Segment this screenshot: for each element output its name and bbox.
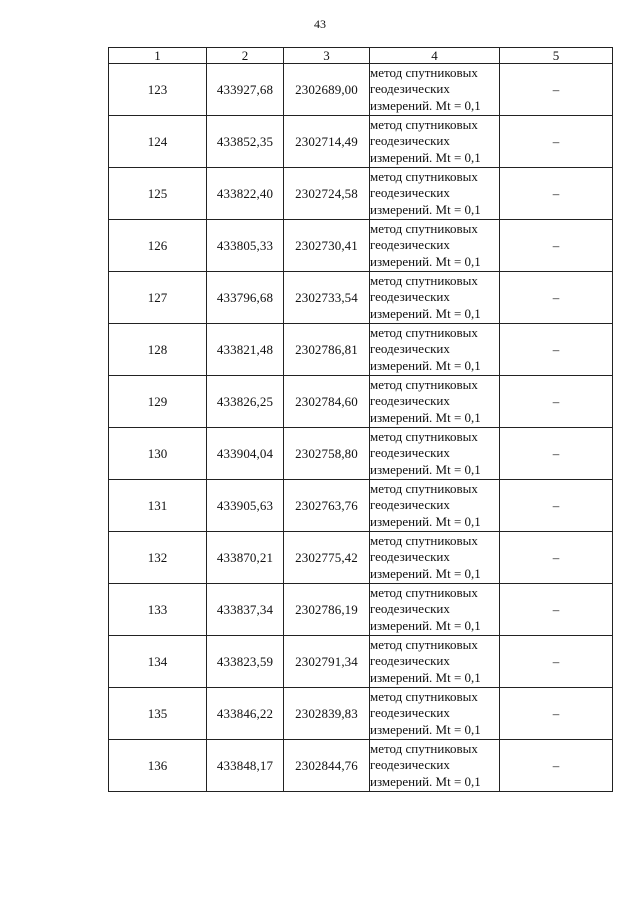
- table-row: [109, 168, 613, 220]
- method-text-line: метод спутниковых: [370, 584, 478, 600]
- y-coordinate-cell: 2302733,54: [284, 272, 370, 324]
- y-coordinate-cell: 2302689,00: [284, 64, 370, 116]
- method-text-line: геодезических: [370, 341, 450, 357]
- point-number-cell: 133: [109, 584, 207, 636]
- note-cell: –: [500, 740, 613, 792]
- y-coordinate-cell: 2302714,49: [284, 116, 370, 168]
- method-text-line: измерений. Mt = 0,1: [370, 617, 481, 633]
- table-row: [109, 740, 613, 792]
- method-text-line: метод спутниковых: [370, 220, 478, 236]
- note-cell: –: [500, 376, 613, 428]
- y-coordinate-cell: 2302786,81: [284, 324, 370, 376]
- method-cell: [370, 220, 500, 272]
- method-text-line: измерений. Mt = 0,1: [370, 721, 481, 737]
- method-text-line: метод спутниковых: [370, 740, 478, 756]
- column-header-2: 2: [207, 48, 284, 64]
- method-text-line: метод спутниковых: [370, 272, 478, 288]
- coordinates-table: [108, 47, 613, 792]
- method-text-line: геодезических: [370, 81, 450, 97]
- x-coordinate-cell: 433848,17: [207, 740, 284, 792]
- table-header-row: [109, 48, 613, 64]
- note-cell: –: [500, 220, 613, 272]
- method-text-line: геодезических: [370, 497, 450, 513]
- x-coordinate-cell: 433905,63: [207, 480, 284, 532]
- method-text-line: геодезических: [370, 653, 450, 669]
- method-text-line: измерений. Mt = 0,1: [370, 409, 481, 425]
- x-coordinate-cell: 433823,59: [207, 636, 284, 688]
- table-row: [109, 532, 613, 584]
- method-text-line: геодезических: [370, 757, 450, 773]
- x-coordinate-cell: 433852,35: [207, 116, 284, 168]
- method-cell: [370, 272, 500, 324]
- column-header-1: 1: [109, 48, 207, 64]
- x-coordinate-cell: 433822,40: [207, 168, 284, 220]
- point-number-cell: 135: [109, 688, 207, 740]
- method-text-line: измерений. Mt = 0,1: [370, 149, 481, 165]
- point-number-cell: 128: [109, 324, 207, 376]
- method-text-line: геодезических: [370, 185, 450, 201]
- method-text-line: метод спутниковых: [370, 116, 478, 132]
- point-number-cell: 132: [109, 532, 207, 584]
- point-number-cell: 136: [109, 740, 207, 792]
- y-coordinate-cell: 2302758,80: [284, 428, 370, 480]
- column-header-5: 5: [500, 48, 613, 64]
- y-coordinate-cell: 2302775,42: [284, 532, 370, 584]
- point-number-cell: 125: [109, 168, 207, 220]
- point-number-cell: 131: [109, 480, 207, 532]
- method-text-line: измерений. Mt = 0,1: [370, 357, 481, 373]
- x-coordinate-cell: 433826,25: [207, 376, 284, 428]
- method-cell: [370, 376, 500, 428]
- method-text-line: геодезических: [370, 705, 450, 721]
- method-cell: [370, 480, 500, 532]
- x-coordinate-cell: 433805,33: [207, 220, 284, 272]
- point-number-cell: 126: [109, 220, 207, 272]
- x-coordinate-cell: 433796,68: [207, 272, 284, 324]
- method-cell: [370, 636, 500, 688]
- point-number-cell: 134: [109, 636, 207, 688]
- point-number-cell: 130: [109, 428, 207, 480]
- x-coordinate-cell: 433870,21: [207, 532, 284, 584]
- point-number-cell: 123: [109, 64, 207, 116]
- table-row: [109, 584, 613, 636]
- table-row: [109, 376, 613, 428]
- x-coordinate-cell: 433904,04: [207, 428, 284, 480]
- column-header-4: 4: [370, 48, 500, 64]
- note-cell: –: [500, 584, 613, 636]
- note-cell: –: [500, 64, 613, 116]
- method-cell: [370, 428, 500, 480]
- y-coordinate-cell: 2302784,60: [284, 376, 370, 428]
- point-number-cell: 127: [109, 272, 207, 324]
- method-text-line: геодезических: [370, 393, 450, 409]
- y-coordinate-cell: 2302786,19: [284, 584, 370, 636]
- point-number-cell: 129: [109, 376, 207, 428]
- method-text-line: геодезических: [370, 549, 450, 565]
- table-row: [109, 636, 613, 688]
- table-row: [109, 116, 613, 168]
- note-cell: –: [500, 636, 613, 688]
- note-cell: –: [500, 428, 613, 480]
- note-cell: –: [500, 532, 613, 584]
- method-cell: [370, 584, 500, 636]
- method-text-line: измерений. Mt = 0,1: [370, 253, 481, 269]
- method-text-line: измерений. Mt = 0,1: [370, 305, 481, 321]
- table-row: [109, 480, 613, 532]
- y-coordinate-cell: 2302763,76: [284, 480, 370, 532]
- method-text-line: метод спутниковых: [370, 532, 478, 548]
- y-coordinate-cell: 2302839,83: [284, 688, 370, 740]
- method-cell: [370, 324, 500, 376]
- method-cell: [370, 740, 500, 792]
- method-text-line: метод спутниковых: [370, 480, 478, 496]
- table-row: [109, 324, 613, 376]
- table-row: [109, 428, 613, 480]
- method-cell: [370, 116, 500, 168]
- x-coordinate-cell: 433821,48: [207, 324, 284, 376]
- method-text-line: измерений. Mt = 0,1: [370, 513, 481, 529]
- note-cell: –: [500, 116, 613, 168]
- method-text-line: геодезических: [370, 601, 450, 617]
- note-cell: –: [500, 168, 613, 220]
- method-text-line: метод спутниковых: [370, 636, 478, 652]
- method-text-line: измерений. Mt = 0,1: [370, 669, 481, 685]
- page-number: 43: [314, 17, 326, 31]
- y-coordinate-cell: 2302791,34: [284, 636, 370, 688]
- note-cell: –: [500, 480, 613, 532]
- point-number-cell: 124: [109, 116, 207, 168]
- x-coordinate-cell: 433846,22: [207, 688, 284, 740]
- table-row: [109, 220, 613, 272]
- method-text-line: метод спутниковых: [370, 688, 478, 704]
- method-text-line: метод спутниковых: [370, 64, 478, 80]
- method-text-line: геодезических: [370, 289, 450, 305]
- note-cell: –: [500, 324, 613, 376]
- method-cell: [370, 64, 500, 116]
- method-cell: [370, 688, 500, 740]
- method-cell: [370, 532, 500, 584]
- method-text-line: геодезических: [370, 445, 450, 461]
- note-cell: –: [500, 272, 613, 324]
- method-text-line: геодезических: [370, 133, 450, 149]
- method-text-line: измерений. Mt = 0,1: [370, 461, 481, 477]
- table-row: [109, 272, 613, 324]
- method-text-line: геодезических: [370, 237, 450, 253]
- table-row: [109, 64, 613, 116]
- x-coordinate-cell: 433837,34: [207, 584, 284, 636]
- y-coordinate-cell: 2302724,58: [284, 168, 370, 220]
- y-coordinate-cell: 2302844,76: [284, 740, 370, 792]
- method-text-line: метод спутниковых: [370, 428, 478, 444]
- method-text-line: метод спутниковых: [370, 376, 478, 392]
- table-row: [109, 688, 613, 740]
- method-text-line: измерений. Mt = 0,1: [370, 201, 481, 217]
- method-text-line: метод спутниковых: [370, 168, 478, 184]
- note-cell: –: [500, 688, 613, 740]
- x-coordinate-cell: 433927,68: [207, 64, 284, 116]
- method-cell: [370, 168, 500, 220]
- method-text-line: измерений. Mt = 0,1: [370, 773, 481, 789]
- table-body: [109, 64, 613, 792]
- method-text-line: метод спутниковых: [370, 324, 478, 340]
- method-text-line: измерений. Mt = 0,1: [370, 565, 481, 581]
- y-coordinate-cell: 2302730,41: [284, 220, 370, 272]
- column-header-3: 3: [284, 48, 370, 64]
- method-text-line: измерений. Mt = 0,1: [370, 97, 481, 113]
